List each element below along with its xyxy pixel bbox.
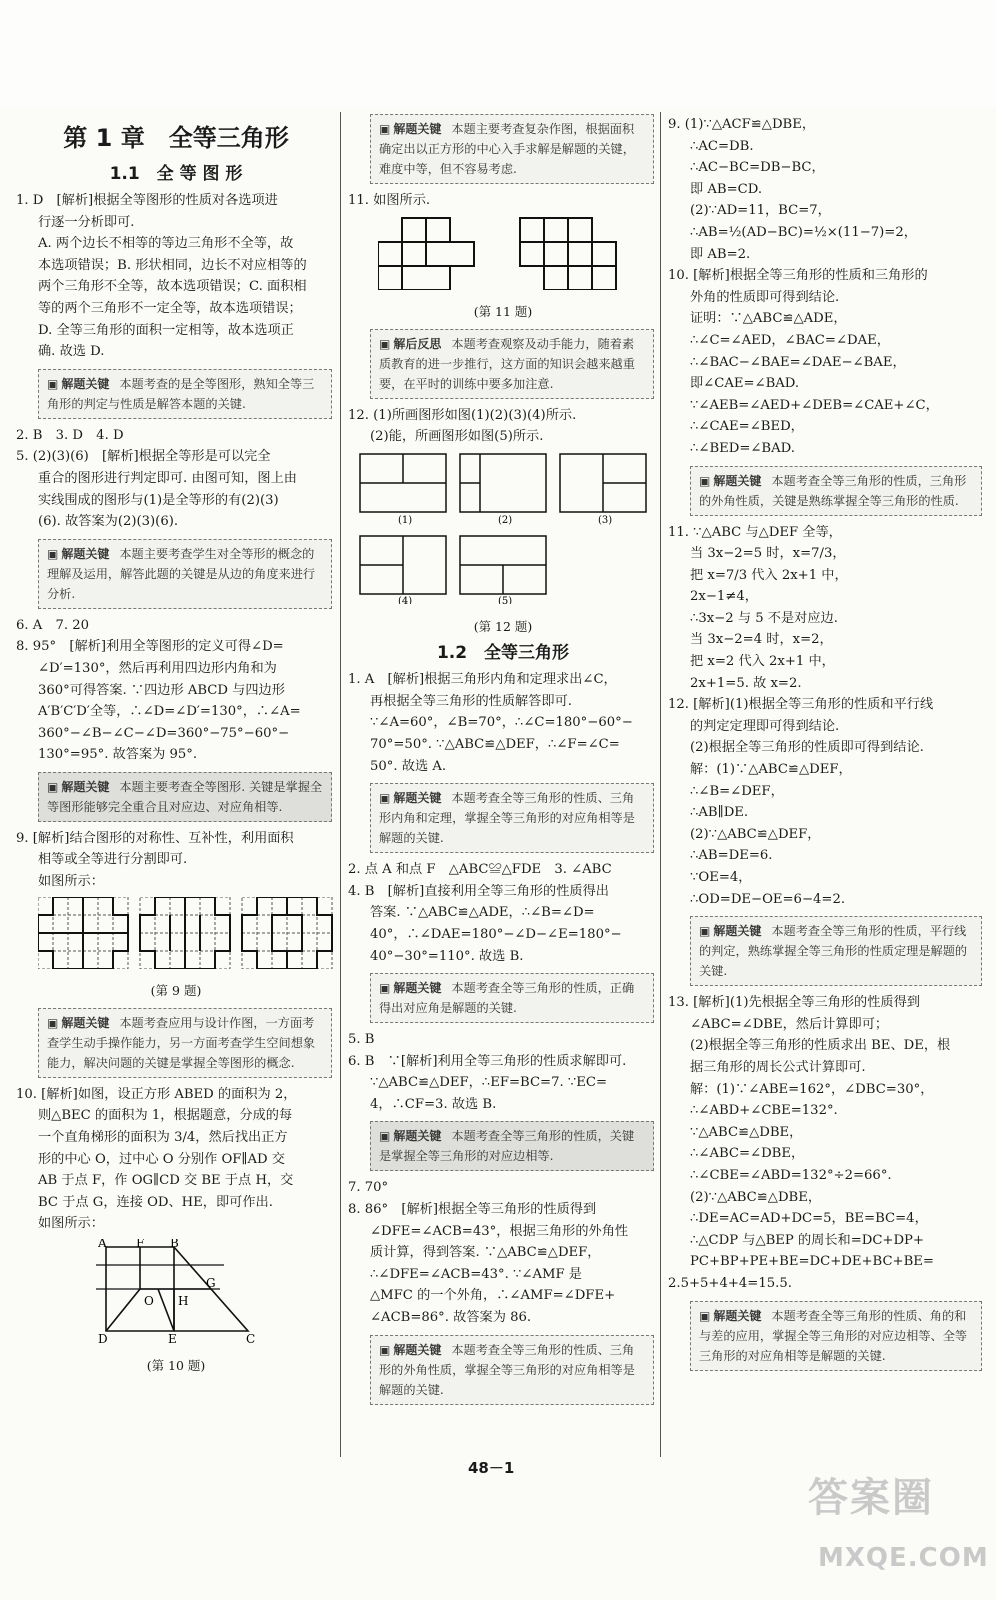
text-line: ∵OE=4，	[690, 870, 752, 885]
text-line: 即 AB=2.	[690, 246, 751, 262]
fig12-label: (4)	[398, 595, 413, 604]
note-text: 本题考查的是全等图形，熟知全等三角形的判定与性质是解答本题的关键.	[47, 376, 315, 411]
text-line: ∴OD=DE−OE=6−4=2.	[690, 891, 846, 907]
note-text: 本题考查应用与设计作图，一方面考查学生动手操作能力，另一方面考查学生空间想象能力，解决问题的关键是掌握全等图形的概念.	[47, 1015, 316, 1070]
key-tag: ▣ 解题关键	[379, 1129, 441, 1143]
text-line: 40°，∴∠DAE=180°−∠D−∠E=180°−	[370, 926, 622, 942]
figure-9-caption: (第 9 题)	[150, 983, 202, 999]
key-note	[38, 369, 332, 419]
text-line: ∠D′=130°，然后再利用四边形内角和为	[38, 660, 277, 676]
text-line: 相等或全等进行分割即可.	[38, 852, 188, 868]
key-tag: ▣ 解题关键	[699, 924, 761, 938]
text-line: ∴∠ABC=∠DBE，	[690, 1146, 805, 1162]
text-line: (6). 故答案为(2)(3)(6).	[38, 514, 179, 530]
text-line: 10. [解析]如图，设正方形 ABED 的面积为 2，	[16, 1086, 297, 1102]
text-line: 12. (1)所画图形如图(1)(2)(3)(4)所示.	[348, 407, 577, 423]
q11-text: 11. 如图所示.	[348, 193, 431, 208]
text-line: 9. (1)∵△ACF≌△DBE，	[668, 117, 816, 132]
figure-11-caption: (第 11 题)	[473, 304, 533, 320]
text-line: ∴AB=½(AD−BC)=½×(11−7)=2，	[690, 224, 917, 240]
text-line: 1. A [解析]根据三角形内角和定理求出∠C，	[348, 672, 617, 688]
text-line: 则△BEC 的面积为 1，根据题意，分成的每	[38, 1108, 293, 1124]
text-line: △MFC 的一个外角，∴∠AMF=∠DFE+	[370, 1288, 616, 1304]
answer-block	[668, 114, 986, 460]
label-f: F	[136, 1239, 145, 1250]
note-text: 本题考查全等三角形的性质、三角形的外角性质，掌握全等三角形的对应角相等是解题的关键.	[379, 1342, 635, 1397]
text-line: 2x−1≠4，	[690, 589, 758, 605]
key-note	[370, 114, 654, 184]
answer-block	[16, 190, 336, 363]
fig12-label: (5)	[498, 595, 513, 604]
text-line: 行逐一分析即可.	[38, 214, 135, 230]
text-line: 重合的图形进行判定即可. 由图可知，图上由	[38, 470, 297, 486]
text-line: ∴∠BAC−∠BAE=∠DAE−∠BAE，	[690, 354, 906, 370]
answer-block	[348, 1177, 658, 1328]
text-line: ∴∠ABD+∠CBE=132°.	[690, 1103, 838, 1119]
text-line: 50°. 故选 A.	[370, 758, 447, 774]
note-text: 本题主要考查复杂作图，根据面积确定出以正方形的中心入手求解是解题的关键，难度中等，但不容易考虑.	[379, 122, 635, 176]
key-tag: ▣ 解题关键	[47, 1016, 109, 1030]
text-line: 两个三角形不全等，故本选项错误；C. 面积相	[38, 279, 307, 295]
figure-12-caption: (第 12 题)	[473, 618, 533, 634]
text-line: 质计算，得到答案. ∵△ABC≌△DEF，	[370, 1245, 601, 1261]
text-line: 40°−30°=110°. 故选 B.	[370, 948, 524, 964]
note-text: 本题主要考查学生对全等形的概念的理解及运用，解答此题的关键是从边的角度来进行分析.	[47, 546, 316, 601]
key-note	[370, 783, 654, 853]
figure-10-square-trapezoids	[96, 1239, 266, 1343]
text-line: 10. [解析]根据全等三角形的性质和三角形的	[668, 268, 928, 284]
page-number: 48－1	[468, 1459, 515, 1477]
text-line: 即 AB=CD.	[690, 181, 763, 197]
watermark-logo: 答案圈	[808, 1475, 934, 1521]
key-tag: ▣ 解题关键	[379, 122, 441, 136]
page-top-margin	[0, 0, 996, 108]
answer-block	[16, 425, 336, 533]
figure-10-caption: (第 10 题)	[146, 1357, 206, 1373]
text-line: 证明：∵△ABC≌△ADE，	[690, 311, 847, 327]
text-line: (2)能，所画图形如图(5)所示.	[370, 429, 544, 445]
watermark-url: MXQE.COM	[818, 1543, 989, 1573]
key-tag: ▣ 解题关键	[47, 377, 109, 391]
text-line: ∵∠AEB=∠AED+∠DEB=∠CAE+∠C，	[690, 397, 939, 413]
text-line: 形的中心 O，过中心 O 分别作 OF∥AD 交	[38, 1151, 285, 1167]
figure-9-grids	[38, 897, 334, 969]
text-line: 实线围成的图形与(1)是全等形的有(2)(3)	[38, 492, 279, 508]
text-line: 2.5+5+4+4=15.5.	[668, 1275, 792, 1291]
text-line: ∠ABC=∠DBE，然后计算即可；	[690, 1016, 889, 1032]
text-line: A. 两个边长不相等的等边三角形不全等，故	[38, 236, 294, 252]
text-line: 一个直角梯形的面积为 3/4，然后找出正方	[38, 1130, 288, 1146]
column-2	[348, 114, 658, 1411]
text-line: 如图所示：	[38, 1216, 104, 1232]
text-line: ∴AB=DE=6.	[690, 848, 773, 864]
column-divider-right	[660, 112, 661, 1457]
note-text: 本题考查全等三角形的性质，关键是掌握全等三角形的对应边相等.	[379, 1129, 635, 1164]
key-tag: ▣ 解题关键	[379, 1343, 441, 1357]
answer-block	[348, 859, 658, 967]
text-line: (2)∵AD=11，BC=7，	[690, 203, 831, 219]
text-line: ∠DFE=∠ACB=43°，根据三角形的外角性	[370, 1223, 629, 1239]
note-text: 本题考查全等三角形的性质，三角形的外角性质，关键是熟练掌握全等三角形的性质.	[699, 473, 967, 508]
text-line: 6. B ∵[解析]利用全等三角形的性质求解即可.	[348, 1053, 627, 1069]
section-1-1-title: 1.1 全 等 图 形	[109, 164, 243, 184]
text-line: 解：(1)∵△ABC≌△DEF，	[690, 762, 852, 778]
text-line: 8. 95° [解析]利用全等图形的定义可得∠D=	[16, 639, 284, 655]
key-note	[690, 466, 982, 516]
key-tag: ▣ 解题关键	[47, 780, 109, 794]
text-line: ∴DE=AC=AD+DC=5，BE=BC=4，	[690, 1211, 928, 1227]
key-note	[38, 1008, 332, 1078]
text-line: D. 全等三角形的面积一定相等，故本选项正	[38, 322, 294, 338]
fig12-label: (1)	[398, 514, 413, 526]
chapter-title: 第 1 章 全等三角形	[63, 124, 289, 152]
text-line: PC+BP+PE+BE=DC+DE+BC+BE=	[690, 1254, 934, 1270]
text-line: 360°可得答案. ∵四边形 ABCD 与四边形	[38, 682, 285, 698]
answer-block	[668, 992, 986, 1294]
key-note	[690, 916, 982, 986]
note-text: 本题考查观察及动手能力，随着素质教育的进一步推行，这方面的知识会越来越重要，在平时的训练中要多加注意.	[379, 336, 635, 391]
section-1-2-title: 1.2 全等三角形	[436, 643, 570, 664]
text-line: 5. B	[348, 1032, 375, 1048]
text-line: ∴AC−BC=DB−BC，	[690, 160, 825, 176]
note-text: 本题考查全等三角形的性质，正确得出对应角是解题的关键.	[379, 981, 635, 1016]
text-line: 6. A 7. 20	[16, 617, 90, 633]
text-line: AB 于点 F，作 OG∥CD 交 BE 于点 H，交	[38, 1173, 294, 1189]
text-line: ∠ACB=86°. 故答案为 86.	[370, 1310, 532, 1326]
key-note	[370, 1335, 654, 1405]
text-line: 13. [解析](1)先根据全等三角形的性质得到	[668, 995, 920, 1011]
text-line: ∵△ABC≌△DEF，∴EF=BC=7. ∵EC=	[370, 1075, 608, 1091]
key-note	[690, 1301, 982, 1371]
text-line: 2x+1=5. 故 x=2.	[690, 675, 802, 691]
text-line: 把 x=2 代入 2x+1 中，	[690, 654, 835, 670]
figure-11-nets	[378, 216, 640, 290]
label-o: O	[144, 1294, 154, 1308]
text-line: 4. B [解析]直接利用全等三角形的性质得出	[348, 883, 609, 899]
text-line: ∴AB∥DE.	[690, 805, 749, 821]
text-line: 12. [解析](1)根据全等三角形的性质和平行线	[668, 697, 934, 713]
text-line: ∵△ABC≌△DBE，	[690, 1124, 803, 1140]
text-line: 2. B 3. D 4. D	[16, 427, 124, 443]
text-line: ∴3x−2 与 5 不是对应边.	[690, 610, 838, 626]
text-line: (2)∵△ABC≌△DBE，	[690, 1189, 822, 1205]
text-line: 解：(1)∵∠ABE=162°，∠DBC=30°，	[690, 1081, 934, 1097]
text-line: 5. (2)(3)(6) [解析]根据全等形是可以完全	[16, 449, 271, 465]
answer-block	[348, 405, 658, 448]
label-b: B	[170, 1239, 179, 1250]
answer-block	[348, 1029, 658, 1115]
text-line: 130°=95°. 故答案为 95°.	[38, 747, 198, 763]
key-note	[38, 539, 332, 609]
reflect-tag: ▣ 解后反思	[379, 337, 441, 351]
text-line: 8. 86° [解析]根据全等三角形的性质得到	[348, 1202, 597, 1218]
label-g: G	[206, 1276, 216, 1290]
key-tag: ▣ 解题关键	[379, 791, 441, 805]
text-line: ∴∠BED=∠BAD.	[690, 440, 795, 456]
text-line: 当 3x−2=4 时，x=2，	[690, 632, 833, 648]
fig12-label: (3)	[598, 514, 613, 526]
answer-block	[16, 615, 336, 766]
text-line: 当 3x−2=5 时，x=7/3，	[690, 546, 846, 562]
label-c: C	[246, 1332, 256, 1343]
reflect-note	[370, 329, 654, 399]
key-note	[370, 1121, 654, 1171]
text-line: ∴△CDP 与△BEP 的周长和=DC+DP+	[690, 1232, 924, 1248]
text-line: ∵∠A=60°，∠B=70°，∴∠C=180°−60°−	[370, 715, 633, 731]
text-line: 7. 70°	[348, 1180, 389, 1196]
text-line: 确. 故选 D.	[38, 344, 105, 360]
text-line: 再根据全等三角形的性质解答即可.	[370, 693, 573, 709]
answer-block	[348, 669, 658, 777]
column-1	[16, 114, 336, 1378]
key-tag: ▣ 解题关键	[699, 1309, 761, 1323]
text-line: 4，∴CF=3. 故选 B.	[370, 1096, 497, 1112]
label-a: A	[98, 1239, 107, 1250]
key-tag: ▣ 解题关键	[47, 547, 109, 561]
label-d: D	[98, 1332, 108, 1343]
note-text: 本题考查全等三角形的性质，平行线的判定，熟练掌握全等三角形的性质定理是解题的关键.	[699, 924, 968, 979]
key-note	[370, 973, 654, 1023]
text-line: 如图所示：	[38, 874, 104, 890]
label-h: H	[178, 1294, 189, 1308]
text-line: 外角的性质即可得到结论.	[690, 289, 840, 305]
text-line: 据三角形的周长公式计算即可.	[690, 1059, 866, 1075]
text-line: ∴∠CBE=∠ABD=132°÷2=66°.	[690, 1167, 892, 1183]
text-line: 本选项错误；B. 形状相同，边长不对应相等的	[38, 257, 307, 273]
text-line: ∴∠B=∠DEF，	[690, 783, 784, 799]
text-line: ∴∠C=∠AED，∠BAC=∠DAE，	[690, 332, 890, 348]
text-line: 9. [解析]结合图形的对称性、互补性，利用面积	[16, 830, 294, 846]
text-line: 的判定定理即可得到结论.	[690, 718, 840, 734]
note-text: 本题考查全等三角形的性质、角的和与差的应用，掌握全等三角形的对应边相等、全等三角形的对应角相等是解题的关键.	[699, 1308, 968, 1363]
text-line: 1. D [解析]根据全等图形的性质对各选项进	[16, 193, 278, 208]
text-line: (2)∵△ABC≌△DEF，	[690, 826, 821, 842]
text-line: 即∠CAE=∠BAD.	[690, 376, 800, 392]
key-tag: ▣ 解题关键	[379, 981, 441, 995]
label-e: E	[168, 1332, 177, 1343]
key-tag: ▣ 解题关键	[699, 474, 761, 488]
figure-12-rectangles	[358, 452, 648, 604]
answer-block	[16, 828, 336, 893]
text-line: BC 于点 G，连接 OD、HE，即可作出.	[38, 1194, 273, 1210]
text-line: 70°=50°. ∵△ABC≌△DEF，∴∠F=∠C=	[370, 736, 620, 752]
text-line: (2)根据全等三角形的性质求出 BE、DE，根	[690, 1038, 951, 1054]
text-line: 11. ∵△ABC 与△DEF 全等，	[668, 524, 842, 540]
text-line: 360°−∠B−∠C−∠D=360°−75°−60°−	[38, 725, 290, 741]
text-line: A′B′C′D′全等，∴∠D=∠D′=130°，∴∠A=	[38, 704, 301, 720]
text-line: 2. 点 A 和点 F △ABC≌△FDE 3. ∠ABC	[348, 862, 612, 878]
answer-block	[16, 1084, 336, 1235]
note-text: 本题主要考查全等图形. 关键是掌握全等图形能够完全重合且对应边、对应角相等.	[47, 779, 323, 814]
text-line: 答案. ∵△ABC≌△ADE，∴∠B=∠D=	[370, 905, 595, 921]
text-line: ∴AC=DB.	[690, 138, 754, 154]
note-text: 本题考查全等三角形的性质、三角形内角和定理，掌握全等三角形的对应角相等是解题的关键.	[379, 791, 635, 846]
fig12-label: (2)	[498, 514, 513, 526]
text-line: 把 x=7/3 代入 2x+1 中，	[690, 567, 848, 583]
answer-block	[668, 522, 986, 911]
key-note	[38, 772, 332, 822]
text-line: (2)根据全等三角形的性质即可得到结论.	[690, 740, 924, 756]
text-line: 等的两个三角形不一定全等，故本选项错误；	[38, 300, 302, 316]
column-divider-left	[340, 112, 341, 1457]
text-line: ∴∠CAE=∠BED，	[690, 419, 804, 435]
text-line: ∴∠DFE=∠ACB=43°. ∵∠AMF 是	[370, 1266, 582, 1282]
column-3	[668, 114, 986, 1377]
